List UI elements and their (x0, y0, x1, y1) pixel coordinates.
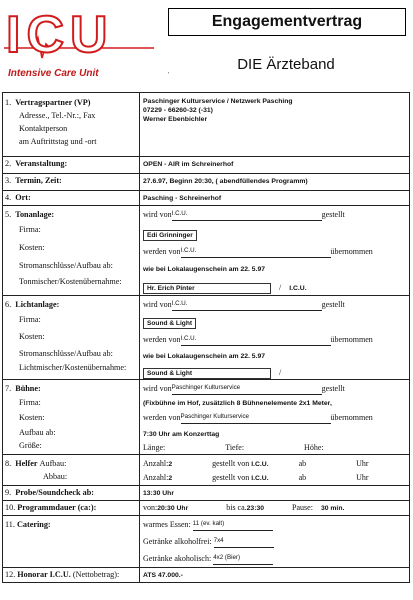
row-number: 1. (5, 98, 12, 107)
wird-von-label: wird von (143, 210, 172, 219)
veranstaltung-value: OPEN - AIR im Schreinerhof (143, 161, 234, 168)
uebernommen-label: übernommen (330, 335, 373, 344)
row-label: Veranstaltung: (15, 159, 68, 168)
row-label: Lichtanlage: (15, 300, 60, 309)
vp-name: Paschinger Kulturservice / Netzwerk Pasching (143, 98, 293, 105)
row-number: 3. (5, 176, 12, 185)
werden-von-label: werden von (143, 413, 181, 422)
buehne-aufbau: 7:30 Uhr am Konzerttag (143, 431, 220, 438)
probe-value: 13:30 Uhr (143, 490, 174, 497)
row-label: Termin, Zeit: (15, 176, 62, 185)
row-number: 5. (5, 210, 12, 219)
row-label: Ort: (15, 193, 31, 202)
alk-label: Getränke akoholisch: (143, 554, 212, 563)
row-number: 9. (5, 488, 12, 497)
tiefe-label: Tiefe: (225, 443, 245, 452)
row-label: Programmdauer (ca:): (17, 503, 97, 512)
buehne-provider: Paschinger Kulturservice (172, 381, 322, 395)
ort-value: Pasching - Schreinerhof (143, 195, 222, 202)
ab-label: ab (298, 473, 307, 482)
ton-mischer: Hr. Erich Pinter (143, 283, 271, 294)
alkfrei-label: Getränke alkoholfrei: (143, 537, 212, 546)
ton-mischer-kosten: I.C.U. (289, 285, 307, 292)
row-sublabel: Aufbau: (39, 459, 67, 468)
row-sublabel: Adresse., Tel.-Nr.:, Fax (19, 111, 96, 120)
row-number: 10. (5, 503, 16, 512)
row-sublabel: Aufbau ab: (19, 428, 56, 437)
licht-mischer: Sound & Light (143, 368, 271, 379)
row-label: Probe/Soundcheck ab: (15, 488, 95, 497)
row-number: 11. (5, 520, 15, 529)
uebernommen-label: übernommen (330, 413, 373, 422)
pause-value: 30 min. (320, 505, 345, 512)
ton-provider: I.C.U. (172, 207, 322, 221)
uhr-label: Uhr (356, 459, 369, 468)
row-sublabel: Kosten: (19, 413, 45, 422)
alk-value: 4x2 (Bier) (213, 551, 273, 565)
row-sublabel: Firma: (19, 225, 41, 234)
pause-label: Pause: (292, 503, 313, 512)
programm-von: 20:30 Uhr (157, 505, 189, 512)
licht-strom: wie bei Lokalaugenschein am 22. 5.97 (143, 353, 266, 360)
helfer-abbau-von: I.C.U. (251, 475, 269, 482)
essen-value: 11 (ev. kalt) (193, 517, 273, 531)
document-subtitle: DIE Ärzteband (237, 56, 335, 73)
row-vertragspartner (3, 93, 410, 157)
ton-firma: Edi Grinninger (143, 230, 197, 241)
row-tonanlage (3, 206, 410, 296)
logo-text: ICU (6, 6, 114, 64)
ton-strom: wie bei Lokalaugenschein am 22. 5.97 (143, 266, 266, 273)
row-programmdauer (3, 501, 410, 516)
ton-kosten: I.C.U. (181, 244, 331, 258)
row-sublabel: Firma: (19, 315, 41, 324)
row-number: 6. (5, 300, 12, 309)
row-sublabel: Stromanschlüsse/Aufbau ab: (19, 261, 113, 270)
row-number: 7. (5, 384, 12, 393)
laenge-label: Länge: (143, 443, 166, 452)
row-sublabel: Firma: (19, 398, 41, 407)
row-veranstaltung (3, 157, 410, 174)
helfer-aufbau-von: I.C.U. (251, 461, 269, 468)
von-label: von: (143, 503, 158, 512)
row-sublabel: am Auftrittstag und -ort (19, 137, 97, 146)
honorar-value: ATS 47.000.- (143, 572, 183, 579)
row-number: 2. (5, 159, 12, 168)
licht-firma: Sound & Light (143, 318, 196, 329)
gestellt-label: gestellt (321, 384, 345, 393)
row-helfer (3, 455, 410, 486)
uebernommen-label: übernommen (330, 247, 373, 256)
ab-label: ab (298, 459, 307, 468)
row-sublabel: Tonmischer/Kostenübernahme: (19, 277, 122, 286)
werden-von-label: werden von (143, 247, 181, 256)
row-sublabel: Abbau: (43, 472, 68, 481)
row-label: Vertragspartner (VP) (15, 98, 91, 107)
vp-contact: Werner Ebenbichler (143, 116, 208, 123)
gestellt-von-label: gestellt von (212, 459, 250, 468)
icu-logo (4, 4, 154, 84)
row-sublabel: Größe: (19, 441, 42, 450)
row-buehne (3, 380, 410, 455)
row-sublabel: Kosten: (19, 332, 45, 341)
row-number: 8. (5, 459, 12, 468)
gestellt-label: gestellt (321, 300, 345, 309)
werden-von-label: werden von (143, 335, 181, 344)
slash: / (279, 368, 282, 377)
logo-subtitle: Intensive Care Unit (8, 68, 99, 79)
contract-table (2, 92, 410, 583)
anzahl-label: Anzahl: (143, 473, 169, 482)
gestellt-label: gestellt (321, 210, 345, 219)
row-sublabel: (Nettobetrag): (72, 570, 120, 579)
row-sublabel: Kosten: (19, 243, 45, 252)
row-label: Bühne: (15, 384, 41, 393)
row-catering (3, 516, 410, 568)
row-ort (3, 191, 410, 206)
buehne-kosten: Paschinger Kulturservice (181, 410, 331, 424)
row-label: Honorar I.C.U. (17, 570, 71, 579)
anzahl-label: Anzahl: (143, 459, 169, 468)
row-sublabel: Stromanschlüsse/Aufbau ab: (19, 349, 113, 358)
licht-provider: I.C.U. (172, 297, 322, 311)
row-number: 12. (5, 570, 16, 579)
alkfrei-value: 7x4 (214, 534, 274, 548)
row-termin (3, 174, 410, 191)
stray-mark: ' (168, 72, 170, 78)
helfer-abbau-anzahl: 2 (168, 475, 173, 482)
slash: / (279, 283, 282, 292)
wird-von-label: wird von (143, 384, 172, 393)
helfer-aufbau-anzahl: 2 (168, 461, 173, 468)
row-number: 4. (5, 193, 12, 202)
termin-value: 27.6.97, Beginn 20:30, ( abendfüllendes Programm) (143, 178, 308, 185)
wird-von-label: wird von (143, 300, 172, 309)
bis-label: bis ca. (226, 503, 247, 512)
essen-label: warmes Essen: (143, 520, 191, 529)
row-label: Tonanlage: (15, 210, 55, 219)
document-title: Engagementvertrag (168, 8, 406, 36)
licht-kosten: I.C.U. (181, 332, 331, 346)
vp-phone: 07229 - 66260-32 (-31) (143, 107, 213, 114)
programm-bis: 23:30 (246, 505, 265, 512)
row-probe (3, 486, 410, 501)
hoehe-label: Höhe: (304, 443, 324, 452)
gestellt-von-label: gestellt von (212, 473, 250, 482)
buehne-firma: (Fixbühne im Hof, zusätzlich 8 Bühnenelemente 2x1 Meter, (143, 400, 332, 407)
row-sublabel: Kontaktperson (19, 124, 68, 133)
row-lichtanlage (3, 296, 410, 380)
row-sublabel: Lichtmischer/Kostenübernahme: (19, 363, 127, 372)
row-label: Helfer (15, 459, 38, 468)
uhr-label: Uhr (356, 473, 369, 482)
row-label: Catering: (16, 520, 51, 529)
row-honorar (3, 568, 410, 583)
